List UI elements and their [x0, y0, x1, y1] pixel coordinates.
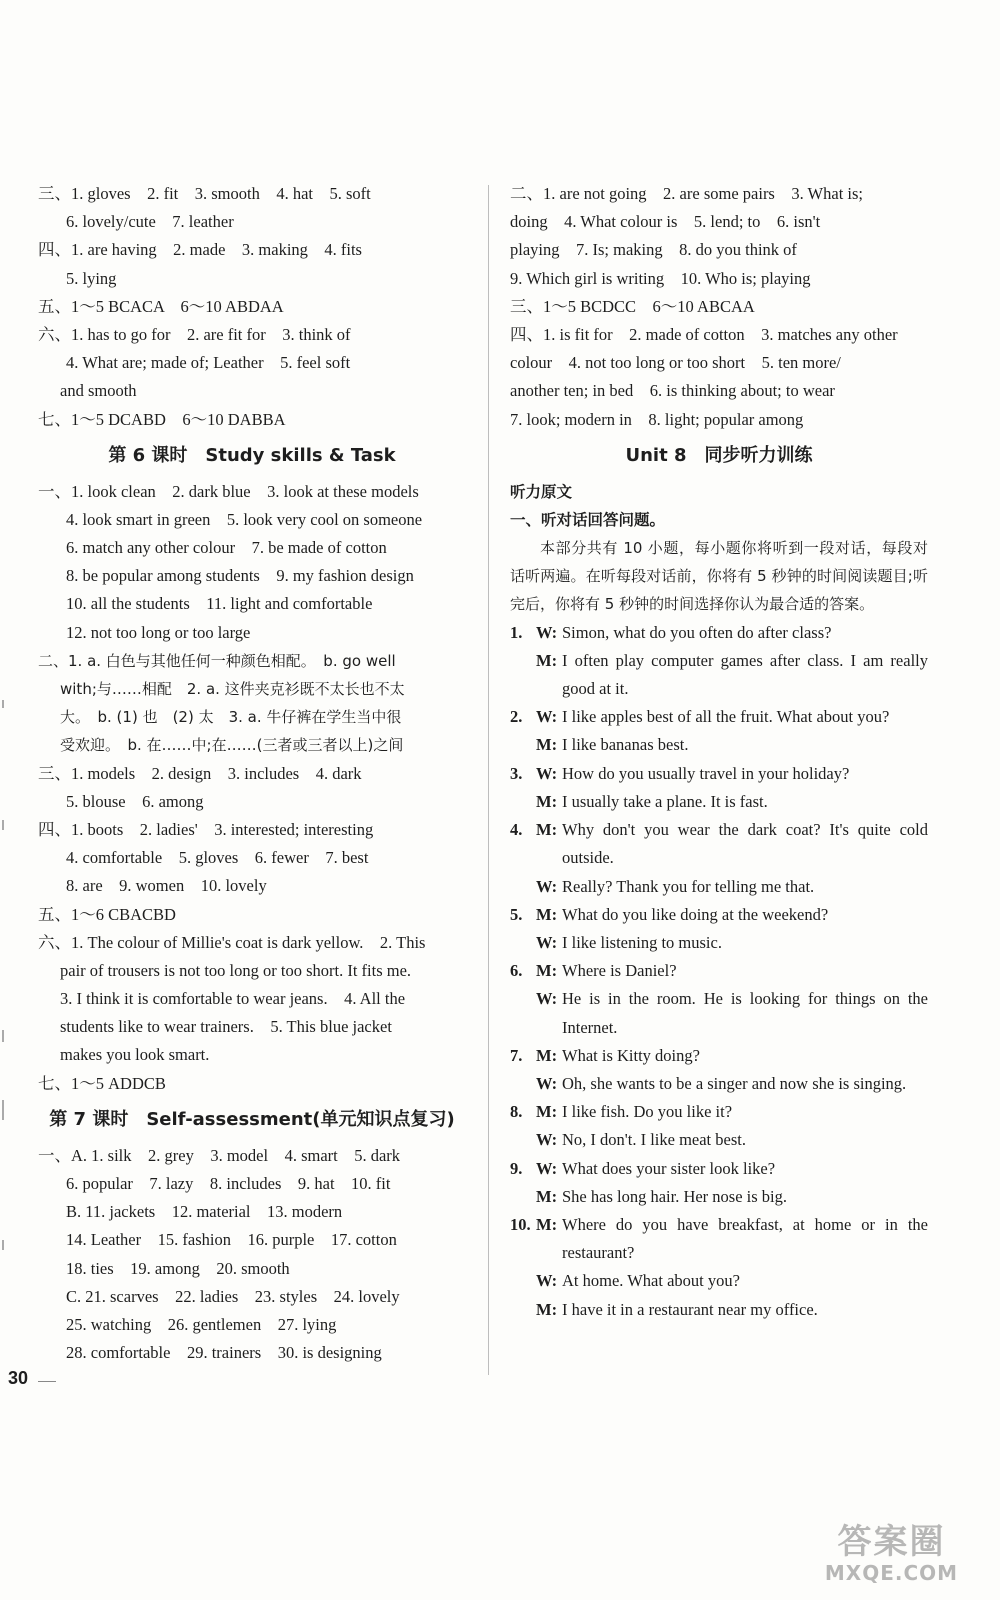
speaker-label: W: — [536, 707, 558, 727]
answer-line: 三、1～5 BCDCC 6～10 ABCAA — [510, 296, 755, 316]
dialogue-line — [510, 901, 928, 929]
speaker-label: W: — [536, 1158, 558, 1178]
answer-line: 二、1. are not going 2. are some pairs 3. What is; — [510, 184, 864, 203]
dialogue-text: Really? Thank you for telling me that. — [562, 876, 815, 896]
answer-line: 6. match any other colour 7. be made of cotton — [66, 538, 387, 558]
dialogue-text: At home. What about you? — [562, 1271, 740, 1291]
answer-line: 5. blouse 6. among — [66, 791, 204, 811]
answer-line: 4. comfortable 5. gloves 6. fewer 7. best — [66, 848, 369, 868]
dialogue-number: 1. — [510, 622, 523, 642]
dialogue-text: Oh, she wants to be a singer and now she is singing. — [562, 1073, 907, 1093]
speaker-label: M: — [536, 1214, 558, 1234]
dialogue-number — [510, 647, 536, 703]
page-number: 30 — [8, 1368, 29, 1388]
speaker-label: W: — [536, 989, 558, 1009]
dialogue-text: I often play computer games after class. I am really good at it. — [562, 650, 928, 699]
dialogue-text: He is in the room. He is looking for things on the Internet. — [562, 989, 928, 1037]
dialogue-number — [510, 985, 536, 1041]
answer-line: 4. What are; made of; Leather 5. feel soft — [66, 353, 351, 373]
dialogue-line — [510, 619, 928, 647]
answer-line: 一、A. 1. silk 2. grey 3. model 4. smart 5. dark — [38, 1145, 401, 1165]
dialogue-text: Why don't you wear the dark coat? It's quite cold outside. — [562, 820, 928, 868]
dialogue-line — [510, 985, 928, 1041]
answer-line: pair of trousers is not too long or too short. It fits me. — [60, 960, 412, 980]
answer-line: 4. look smart in green 5. look very cool on someone — [66, 509, 423, 529]
speaker-label: M: — [536, 961, 558, 981]
dialogue-line — [510, 647, 928, 703]
dialogue-line — [510, 873, 928, 901]
dialogue-text: I like fish. Do you like it? — [562, 1102, 733, 1122]
answer-line: 14. Leather 15. fashion 16. purple 17. cotton — [66, 1230, 397, 1250]
speaker-label: W: — [536, 1130, 558, 1150]
dialogue-line — [510, 760, 928, 788]
answer-line: 七、1～5 ADDCB — [38, 1073, 166, 1093]
dialogue-number — [510, 873, 536, 901]
dialogue-line — [510, 816, 928, 872]
left-column — [38, 180, 466, 1367]
answer-line: playing 7. Is; making 8. do you think of — [510, 240, 797, 260]
dialogue-line — [510, 1070, 928, 1098]
answer-line: 四、1. boots 2. ladies' 3. interested; interesting — [38, 819, 374, 839]
dialogue-line — [510, 1042, 928, 1070]
dialogue-number: 9. — [510, 1158, 523, 1178]
answer-line: 七、1～5 DCABD 6～10 DABBA — [38, 409, 286, 429]
answer-line: 四、1. is fit for 2. made of cotton 3. matches any other — [510, 324, 898, 344]
answer-line: with;与……相配 2. a. 这件夹克衫既不太长也不太 — [60, 680, 405, 698]
answer-line: 10. all the students 11. light and comfortable — [66, 594, 373, 614]
speaker-label: W: — [536, 763, 558, 783]
speaker-label: M: — [536, 1102, 558, 1122]
answer-line: 六、1. The colour of Millie's coat is dark yellow. 2. This — [38, 932, 426, 952]
answer-line: 六、1. has to go for 2. are fit for 3. think of — [38, 324, 351, 344]
dialogue-number: 5. — [510, 904, 523, 924]
answer-line: 三、1. models 2. design 3. includes 4. dark — [38, 763, 362, 783]
lesson-6-title: 第 6 课时 Study skills & Task — [108, 444, 396, 466]
dialogue-number — [510, 1296, 536, 1324]
answer-line: 受欢迎。 b. 在……中;在……(三者或三者以上)之间 — [60, 736, 404, 755]
answer-line: B. 11. jackets 12. material 13. modern — [66, 1202, 343, 1222]
answer-line: 3. I think it is comfortable to wear jeans. 4. All the — [60, 989, 406, 1009]
dialogue-text: I have it in a restaurant near my office. — [562, 1299, 818, 1319]
instructions-paragraph: 本部分共有 10 小题，每小题你将听到一段对话，每段对话听两遍。在听每段对话前，你将有 5 秒钟的时间阅读题目;听完后，你将有 5 秒钟的时间选择你认为最合适的答案。 — [510, 539, 928, 614]
answer-line: 6. lovely/cute 7. leather — [66, 212, 234, 232]
answer-line: 大。 b. (1) 也 (2) 太 3. a. 牛仔裤在学生当中很 — [60, 708, 402, 727]
dialogue-number: 6. — [510, 961, 523, 981]
column-divider — [488, 185, 489, 1375]
lesson-7-title: 第 7 课时 Self-assessment(单元知识点复习) — [49, 1108, 455, 1130]
dialogue-line — [510, 1183, 928, 1211]
speaker-label: W: — [536, 1271, 558, 1291]
dialogue-number: 10. — [510, 1214, 531, 1234]
dialogue-line — [510, 703, 928, 731]
binding-margin-marks — [2, 700, 8, 1400]
answer-line: doing 4. What colour is 5. lend; to 6. isn't — [510, 212, 821, 232]
speaker-label: M: — [536, 1299, 558, 1319]
dialogue-line — [510, 929, 928, 957]
dialogue-number: 8. — [510, 1102, 523, 1122]
dialogue-line — [510, 1155, 928, 1183]
speaker-label: M: — [536, 735, 558, 755]
dialogue-number — [510, 731, 536, 759]
answer-line: 五、1～6 CBACBD — [38, 904, 176, 924]
dialogue-text: How do you usually travel in your holiday? — [562, 763, 850, 783]
answer-line: 五、1～5 BCACA 6～10 ABDAA — [38, 296, 284, 316]
dialogue-line — [510, 731, 928, 759]
answer-line: another ten; in bed 6. is thinking about; to wear — [510, 381, 835, 401]
dialogue-number: 7. — [510, 1045, 523, 1065]
dialogue-line — [510, 1126, 928, 1154]
dialogue-line — [510, 788, 928, 816]
dialogue-text: I usually take a plane. It is fast. — [562, 791, 768, 811]
dialogue-number: 2. — [510, 707, 523, 727]
speaker-label: W: — [536, 622, 558, 642]
dialogue-number — [510, 1267, 536, 1295]
dialogue-number — [510, 1183, 536, 1211]
dialogue-number — [510, 1126, 536, 1154]
answer-line: makes you look smart. — [60, 1045, 210, 1065]
dialogue-text: No, I don't. I like meat best. — [562, 1130, 746, 1150]
dialogue-text: I like listening to music. — [562, 932, 722, 952]
answer-line: 8. are 9. women 10. lovely — [66, 876, 267, 896]
page-number-rule — [38, 1381, 56, 1382]
answer-line: 12. not too long or too large — [66, 622, 251, 642]
dialogue-list — [510, 619, 928, 1324]
dialogue-text: I like apples best of all the fruit. What about you? — [562, 707, 890, 727]
answer-line: 8. be popular among students 9. my fashion design — [66, 566, 414, 586]
dialogue-text: Where is Daniel? — [562, 961, 677, 981]
answer-line: colour 4. not too long or too short 5. ten more/ — [510, 353, 841, 373]
answer-line: 6. popular 7. lazy 8. includes 9. hat 10. fit — [66, 1174, 391, 1193]
dialogue-number — [510, 929, 536, 957]
dialogue-line — [510, 1098, 928, 1126]
site-watermark-logo — [809, 1522, 974, 1592]
speaker-label: W: — [536, 1073, 558, 1093]
dialogue-number — [510, 788, 536, 816]
speaker-label: M: — [536, 791, 558, 811]
answer-line: 28. comfortable 29. trainers 30. is designing — [66, 1343, 382, 1363]
dialogue-line — [510, 957, 928, 985]
dialogue-text: Simon, what do you often do after class? — [562, 622, 832, 642]
watermark-url: MXQE.COM — [824, 1561, 959, 1585]
listening-heading: 听力原文 — [510, 482, 573, 501]
part-1-heading: 一、听对话回答问题。 — [510, 510, 666, 529]
speaker-label: M: — [536, 650, 558, 670]
answer-line: and smooth — [60, 381, 137, 401]
answer-line: 一、1. look clean 2. dark blue 3. look at these models — [38, 481, 419, 501]
answer-line: 7. look; modern in 8. light; popular among — [510, 409, 804, 429]
answer-line: students like to wear trainers. 5. This blue jacket — [60, 1017, 392, 1037]
answer-line: 三、1. gloves 2. fit 3. smooth 4. hat 5. soft — [38, 184, 371, 203]
answer-line: 二、1. a. 白色与其他任何一种颜色相配。 b. go well — [38, 651, 396, 670]
answer-line: C. 21. scarves 22. ladies 23. styles 24. lovely — [66, 1286, 400, 1306]
dialogue-text: I like bananas best. — [562, 735, 689, 755]
dialogue-line — [510, 1267, 928, 1295]
unit-8-title: Unit 8 同步听力训练 — [625, 444, 813, 466]
dialogue-line — [510, 1296, 928, 1324]
dialogue-text: She has long hair. Her nose is big. — [562, 1186, 788, 1206]
dialogue-number: 4. — [510, 820, 523, 840]
answer-line: 25. watching 26. gentlemen 27. lying — [66, 1314, 337, 1334]
speaker-label: M: — [536, 1045, 558, 1065]
dialogue-number — [510, 1070, 536, 1098]
watermark-text: 答案圈 — [837, 1522, 946, 1562]
dialogue-text: Where do you have breakfast, at home or in the restaurant? — [562, 1214, 928, 1263]
right-column — [510, 180, 928, 1324]
dialogue-text: What do you like doing at the weekend? — [562, 904, 829, 924]
speaker-label: W: — [536, 932, 558, 952]
dialogue-line — [510, 1211, 928, 1267]
speaker-label: M: — [536, 904, 558, 924]
speaker-label: M: — [536, 820, 558, 840]
speaker-label: M: — [536, 1186, 558, 1206]
speaker-label: W: — [536, 876, 558, 896]
dialogue-number: 3. — [510, 763, 523, 783]
dialogue-text: What does your sister look like? — [562, 1158, 776, 1178]
answer-line: 18. ties 19. among 20. smooth — [66, 1258, 290, 1278]
answer-line: 四、1. are having 2. made 3. making 4. fits — [38, 240, 362, 260]
dialogue-text: What is Kitty doing? — [562, 1045, 700, 1065]
answer-line: 9. Which girl is writing 10. Who is; playing — [510, 268, 811, 288]
answer-line: 5. lying — [66, 268, 117, 288]
